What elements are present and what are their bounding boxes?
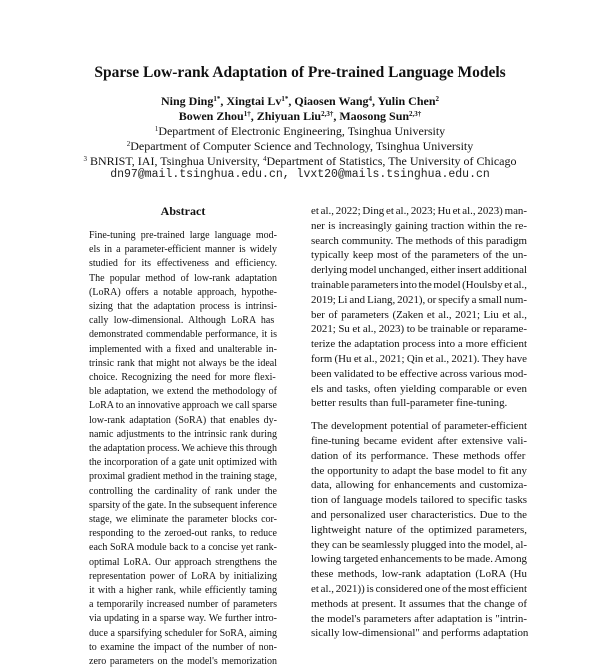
body-text-line: these methods, low-rank adaptation (LoRA (Hu: [311, 568, 527, 581]
abstract-text-line: it with a higher rank, while efficiently taming: [89, 585, 277, 597]
body-text-line: the opportunity to adapt the base model to fit any: [311, 464, 527, 477]
abstract-text-line: The popular method of low-rank adaptation: [89, 272, 277, 284]
abstract-text-line: representation power of LoRA by initializing: [89, 570, 277, 582]
affiliation-text: Department of Electronic Engineering, Tsinghua University: [158, 124, 446, 138]
abstract-text-line: optimal LoRA. Our approach strengthens the: [89, 556, 277, 568]
body-text-line: search community. The methods of this paradigm: [311, 234, 527, 247]
author-name: Bowen Zhou: [178, 109, 244, 123]
abstract-text-line: the incorporation of a gate unit optimized with: [89, 457, 277, 469]
affiliation-text: Department of Computer Science and Technology, Tsinghua University: [130, 139, 474, 153]
paper-title: Sparse Low-rank Adaptation of Pre-trained Language Models: [94, 64, 506, 81]
abstract-heading: Abstract: [160, 204, 206, 218]
body-text-line: data, allowing for enhancements and customiza-: [311, 479, 527, 492]
body-text-line: ber of parameters (Zaken et al., 2021; Liu et al.,: [311, 308, 527, 321]
body-text-line: The development potential of parameter-efficient: [311, 420, 527, 433]
body-text-line: typically keep most of the parameters of the un-: [311, 249, 527, 262]
affiliation-text: BNRIST, IAI, Tsinghua University,: [87, 154, 263, 168]
body-text-line: et al., 2021)) is considered one of the most efficient: [311, 582, 527, 595]
abstract-text-line: to examine the impact of the number of non-: [89, 641, 277, 653]
abstract-text-line: trinsic rank that might not always be the ideal: [89, 357, 277, 369]
affiliation-1: [0, 124, 600, 139]
abstract-text-line: choice. Recognizing the need for more flexi-: [89, 372, 276, 384]
abstract-text-line: implemented with a fixed and unalterable in-: [89, 343, 277, 355]
body-text-line: and personalized user characteristics. Due to the: [311, 508, 527, 521]
intro-paragraph-2: [311, 419, 527, 641]
abstract-text-line: cally low-dimensional. Although LoRA has: [89, 315, 275, 327]
body-text-line: 2019; Li and Liang, 2021), or specify a small num-: [311, 293, 527, 306]
affiliation-sup: 4: [262, 155, 267, 163]
abstract-text-line: sizing that the adaptation process is intrinsi-: [89, 301, 277, 313]
abstract-text-line: demonstrated commendable performance, it is: [89, 329, 277, 341]
body-text-line: fine-tuning became evident after extensive vali-: [311, 434, 527, 447]
abstract-text-line: sparsity of the gate. In the subsequent inference: [89, 499, 277, 511]
body-text-line: better results than full-parameter fine-tuning.: [311, 397, 508, 410]
body-text-line: tion of language models tailored to specific tasks: [311, 494, 527, 507]
abstract-text-line: els in a parameter-efficient manner is widely: [89, 244, 277, 256]
abstract-text-line: Fine-tuning pre-trained large language mod-: [89, 230, 277, 241]
abstract-text-line: the adaptation process. We achieve this through: [89, 443, 277, 455]
abstract-text-line: stage, we eliminate the parameter blocks cor-: [89, 514, 277, 526]
author-list: [0, 94, 600, 124]
affiliation-sup: 2: [126, 140, 131, 148]
abstract-text-line: zero parameters on the model's memorization: [89, 656, 277, 668]
body-text-line: et al., 2022; Ding et al., 2023; Hu et al., 2023) man-: [311, 205, 527, 217]
author-sup: 2,3†: [409, 110, 422, 118]
affiliation-sup: 1: [154, 125, 159, 133]
author-sup: 1*: [281, 95, 289, 103]
author-name: , Zhiyuan Liu: [250, 109, 322, 123]
abstract-column: [89, 204, 277, 669]
body-text-line: the model's parameters after adaptation is "intrin-: [311, 612, 527, 625]
body-text-line: ner is increasingly gaining traction within the re-: [311, 219, 527, 232]
abstract-text-line: responding to the zeroed-out ranks, to reduce: [89, 528, 277, 540]
abstract-text-line: studied for its effectiveness and efficiency.: [89, 258, 277, 270]
body-text-line: 2021; Su et al., 2023) to be trainable or reparame-: [311, 323, 527, 336]
body-text-line: els and tasks, often yielding comparable or even: [311, 382, 527, 395]
affiliation-3: [0, 154, 600, 169]
affiliation-sup: 3: [83, 155, 87, 163]
author-name: , Maosong Sun: [333, 109, 410, 123]
author-line-2: [0, 109, 600, 124]
intro-paragraph-1: [311, 204, 527, 411]
abstract-text-line: (LoRA) offers a notable approach, hypothe-: [89, 286, 277, 298]
body-text-line: methods at present. It assumes that the change of: [311, 597, 527, 610]
body-text-line: trainable parameters into the model (Houlsby et al.,: [311, 278, 527, 291]
abstract-text-line: proximal gradient method in the training stage,: [89, 471, 277, 483]
affiliation-2: [0, 139, 600, 154]
author-name: , Xingtai Lv: [220, 94, 282, 108]
introduction-column: [311, 204, 527, 641]
abstract-text-line: via updating in a sparse way. We further intro-: [89, 613, 277, 625]
abstract-text-line: namic adjustments to the intrinsic rank during: [89, 428, 277, 440]
abstract-text-line: a temporarily increased number of parameters: [89, 599, 277, 611]
author-sup: 1*: [213, 95, 221, 103]
affiliation-text: Department of Statistics, The University of Chicago: [266, 154, 517, 168]
abstract-body: [89, 229, 277, 669]
body-text-line: sically low-dimensional" and performs adaptation: [311, 627, 529, 640]
body-text-line: terize the adaptation process into a more efficient: [311, 338, 527, 351]
body-text-line: dation of its performance. These methods offer: [311, 449, 526, 462]
author-sup: 1†: [243, 110, 251, 118]
abstract-text-line: LoRA to an innovative approach we call sparse: [89, 400, 277, 412]
abstract-text-line: each SoRA module back to a concise yet rank-: [89, 542, 277, 554]
author-name: Ning Ding: [161, 94, 214, 108]
abstract-text-line: controlling the cardinality of rank under the: [89, 485, 277, 497]
body-text-line: they can be seamlessly plugged into the model, al-: [311, 538, 527, 551]
body-text-line: been validated to be effective across various mod-: [311, 367, 527, 380]
abstract-text-line: duce a sparsifying scheduler for SoRA, aiming: [89, 627, 277, 639]
body-text-line: lightweight nature of the optimized parameters,: [311, 523, 527, 536]
author-line-1: [0, 94, 600, 109]
body-text-line: derlying model unchanged, either insert additional: [311, 264, 527, 277]
paragraph-gap: [311, 411, 527, 419]
author-sup: 2,3†: [321, 110, 334, 118]
author-sup: 4: [368, 95, 373, 103]
author-sup: 2: [435, 95, 439, 103]
author-name: , Yulin Chen: [372, 94, 436, 108]
abstract-text-line: low-rank adaptation (SoRA) that enables dy-: [89, 414, 277, 426]
body-text-line: lowing targeted enhancements to be made. Among: [311, 553, 527, 566]
body-text-line: form (Hu et al., 2021; Qin et al., 2021). They have: [311, 352, 527, 365]
author-name: , Qiaosen Wang: [288, 94, 369, 108]
abstract-text-line: ble adaptation, we extend the methodology of: [89, 386, 277, 398]
contact-emails: dn97@mail.tsinghua.edu.cn, lvxt20@mails.tsinghua.edu.cn: [110, 168, 490, 181]
affiliation-list: [0, 124, 600, 169]
